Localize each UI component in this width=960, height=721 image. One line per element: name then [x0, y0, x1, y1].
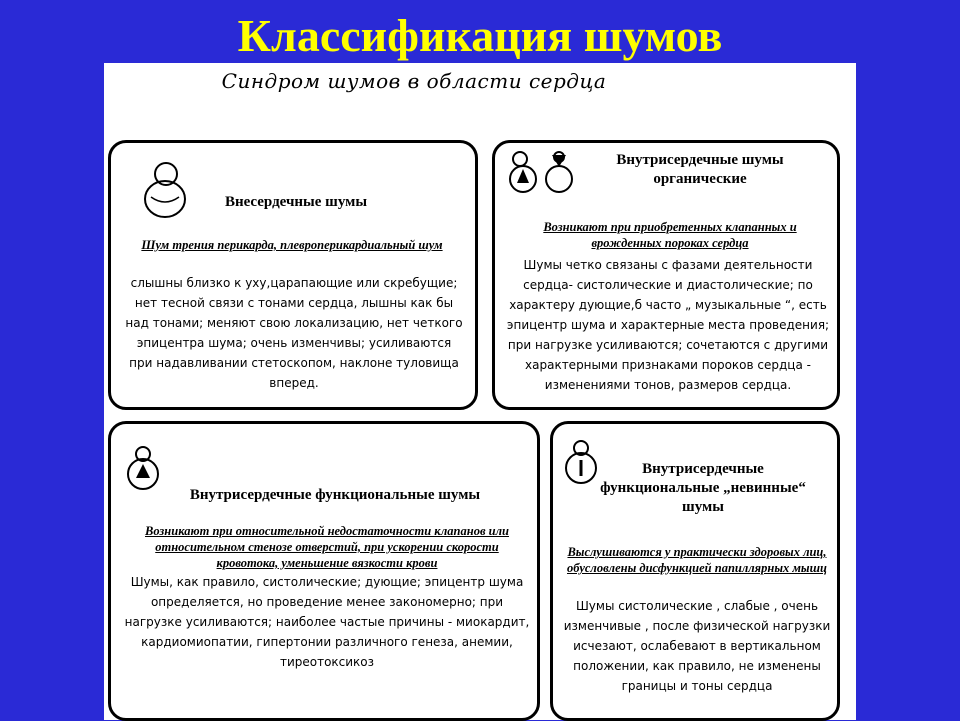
- heart-outline-icon: [141, 161, 191, 219]
- diagram-figure: [104, 63, 856, 720]
- panel-subheading: Возникают при относительной недостаточности клапанов или относительном стенозе отверстий, при ускорении скорости кровотока, уменьшение вязкости крови: [145, 524, 509, 570]
- heart-organic-icon: [507, 149, 577, 201]
- panel-body: Шумы четко связаны с фазами деятельности сердца- систолические и диастолические; по характеру дующие,б часто „ музыкальные “, есть эпицентр шума и характерные места проведения; при нагрузке усиливаются; сочетаются с другими характерными признаками пороков сердца - изменениями тонов, размеров сердца.: [506, 258, 830, 392]
- panel-extracardiac: [108, 140, 478, 410]
- panel-organic: [492, 140, 840, 410]
- panel-functional: [108, 421, 540, 721]
- panel-subheading: Выслушиваются у практически здоровых лиц, обусловлены дисфункцией папиллярных мышц: [567, 545, 827, 575]
- figure-title: Синдром шумов в области сердца: [221, 69, 607, 93]
- slide-title: Классификация шумов: [237, 10, 723, 61]
- panel-heading: Внутрисердечные функциональные шумы: [189, 487, 481, 503]
- panel-body: Шумы систолические , слабые , очень изменчивые , после физической нагрузки исчезают, ослабевают в вертикальном положении, как правило, не изменены границы и тоны сердца: [563, 599, 831, 693]
- panel-body: Шумы, как правило, систолические; дующие; эпицентр шума определяется, но проведение менее закономерно; при нагрузке усиливаются; наиболее частые причины - миокардит, кардиомиопатии, гипертонии различного генеза, анемии, тиреотоксикоз: [124, 575, 530, 669]
- panel-heading: Внесердечные шумы: [224, 194, 368, 210]
- panel-subheading: Шум трения перикарда, плевроперикардиальный шум: [141, 238, 443, 252]
- panel-body: слышны близко к уху,царапающие или скребущие; нет тесной связи с тонами сердца, лышны как бы над тонами; меняют свою локализацию, нет четкого эпицентра шума; очень изменчивы; усиливаются при надавливании стетоскопом, наклоне туловища вперед.: [125, 276, 463, 390]
- panel-innocent: [550, 421, 840, 721]
- heart-functional-icon: [125, 444, 161, 496]
- panel-heading: Внутрисердечные функциональные „невинные“ шумы: [600, 461, 806, 515]
- panel-subheading: Возникают при приобретенных клапанных и врожденных пороках сердца: [543, 220, 797, 250]
- panel-heading: Внутрисердечные шумы органические: [616, 152, 784, 187]
